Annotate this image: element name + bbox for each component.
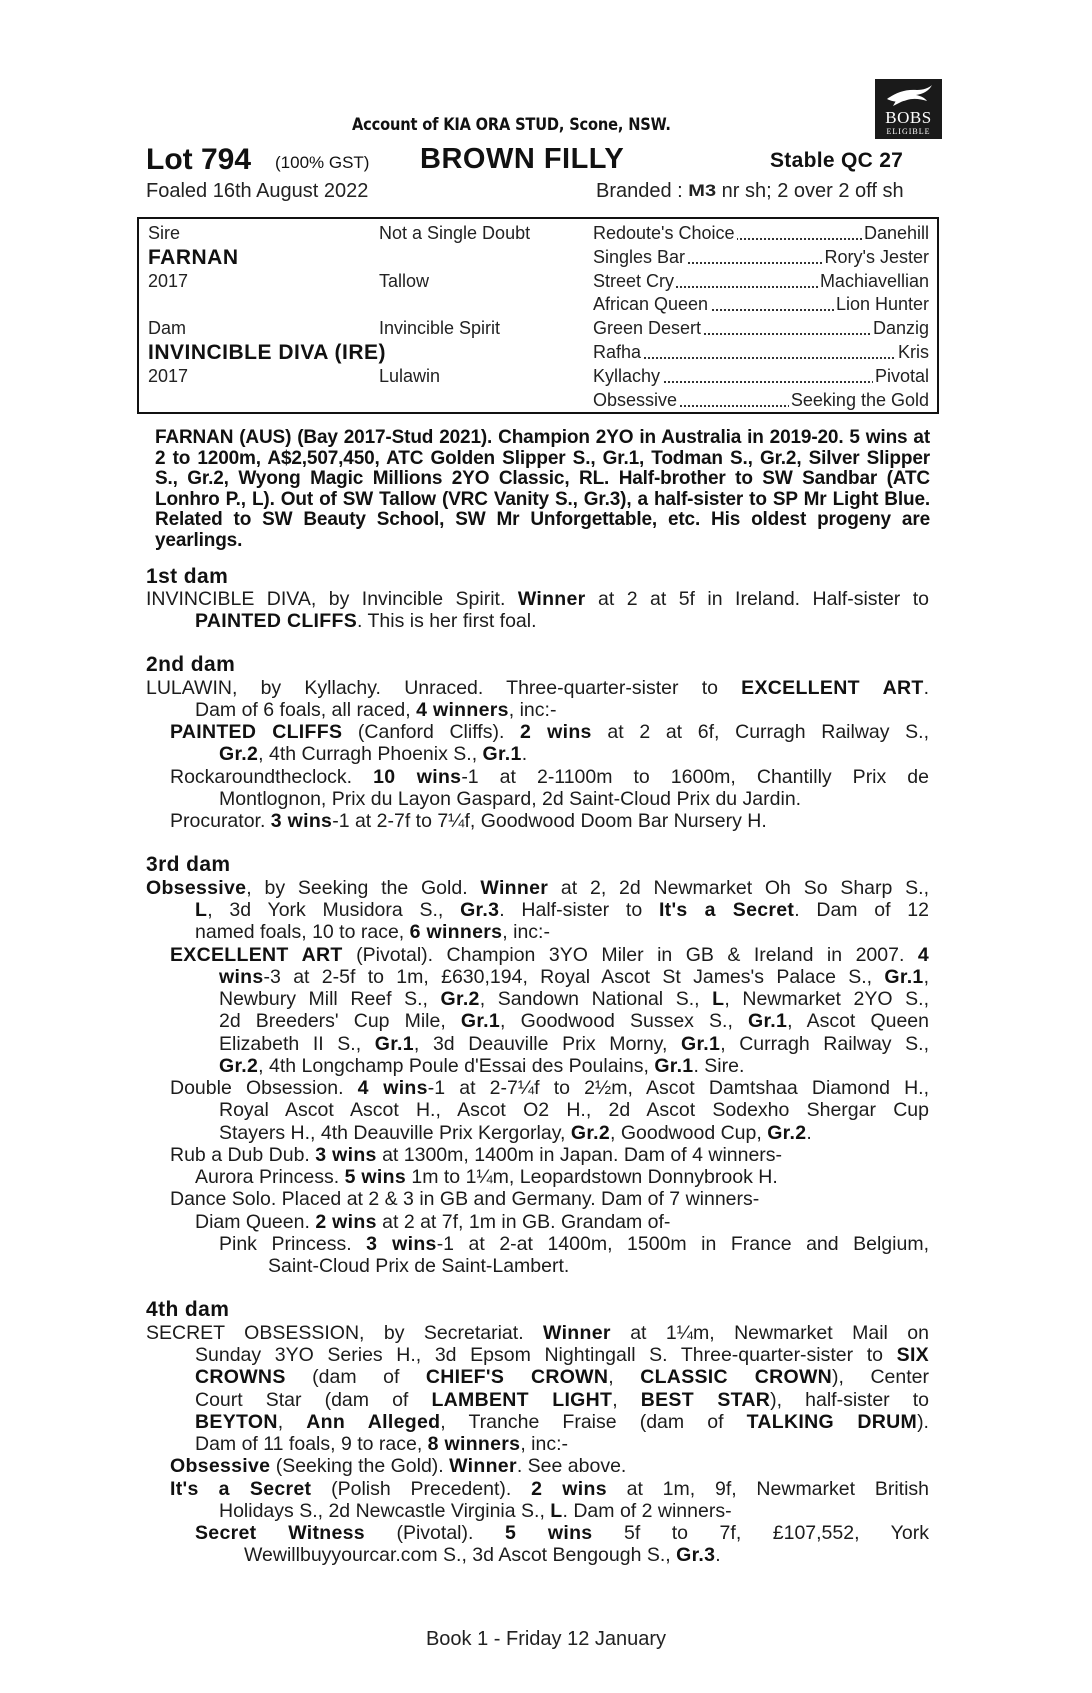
page-footer: Book 1 - Friday 12 January — [425, 1628, 667, 1650]
dam-name: INVINCIBLE DIVA (IRE) — [148, 341, 387, 364]
dam-line: BEYTON, Ann Alleged, Tranche Fraise (dam of TALKING DRUM). — [195, 1411, 929, 1433]
dam-line: PAINTED CLIFFS. This is her first foal. — [195, 610, 537, 632]
dam-line: LULAWIN, by Kyllachy. Unraced. Three-quarter-sister to EXCELLENT ART. — [146, 677, 929, 699]
dam-line: CROWNS (dam of CHIEF'S CROWN, CLASSIC CROWN), Center — [195, 1366, 930, 1388]
dam-year: 2017 — [148, 366, 189, 386]
brand-info — [596, 180, 904, 203]
dam-line: Diam Queen. 2 wins at 2 at 7f, 1m in GB. Grandam of- — [195, 1211, 671, 1233]
dam-line: Aurora Princess. 5 wins 1m to 1¼m, Leopardstown Donnybrook H. — [195, 1166, 778, 1188]
dam-label: Dam — [148, 318, 187, 338]
dam-line: Pink Princess. 3 wins-1 at 2-at 1400m, 1500m in France and Belgium, — [219, 1233, 929, 1255]
foaled-date: Foaled 16th August 2022 — [146, 180, 369, 202]
dam-line: Obsessive, by Seeking the Gold. Winner at 2, 2d Newmarket Oh So Sharp S., — [146, 877, 929, 899]
dam-line: Dance Solo. Placed at 2 & 3 in GB and Germany. Dam of 7 winners- — [170, 1188, 760, 1210]
dam-line: Sunday 3YO Series H., 3d Epsom Nightingall S. Three-quarter-sister to SIX — [195, 1344, 929, 1366]
dam-line: PAINTED CLIFFS (Canford Cliffs). 2 wins at 2 at 6f, Curragh Railway S., — [170, 721, 930, 743]
dam-line: 2d Breeders' Cup Mile, Gr.1, Goodwood Sussex S., Gr.1, Ascot Queen — [219, 1010, 930, 1032]
dam-line: Royal Ascot Ascot H., Ascot O2 H., 2d Ascot Sodexho Shergar Cup — [219, 1099, 929, 1121]
dam-line: Procurator. 3 wins-1 at 2-7f to 7¼f, Goodwood Doom Bar Nursery H. — [170, 810, 767, 832]
dam-line: Secret Witness (Pivotal). 5 wins 5f to 7f, £107,552, York — [195, 1522, 929, 1544]
logo-title: BOBS — [885, 108, 932, 127]
dam-line: Dam of 11 foals, 9 to race, 8 winners, inc:- — [195, 1433, 569, 1455]
brand-text: nr sh; 2 over 2 off sh — [721, 180, 904, 202]
vendor-account: Account of KIA ORA STUD, Scone, NSW. — [352, 115, 671, 135]
dam-line: It's a Secret (Polish Precedent). 2 wins at 1m, 9f, Newmarket British — [170, 1478, 929, 1500]
dam-line: Rub a Dub Dub. 3 wins at 1300m, 1400m in Japan. Dam of 4 winners- — [170, 1144, 783, 1166]
dam-line: INVINCIBLE DIVA, by Invincible Spirit. Winner at 2 at 5f in Ireland. Half-sister to — [146, 588, 930, 610]
stable-number: Stable QC 27 — [770, 149, 904, 172]
dam-line: Court Star (dam of LAMBENT LIGHT, BEST STAR), half-sister to — [195, 1389, 929, 1411]
pedigree-entry: Obsessive Seeking the Gold — [593, 390, 929, 410]
dam-sire: Invincible Spirit — [379, 318, 501, 338]
pedigree-entry: Street Cry Machiavellian — [593, 271, 929, 291]
pedigree-entry: Singles Bar Rory's Jester — [593, 247, 929, 267]
gst-note: (100% GST) — [275, 153, 370, 172]
logo-subtitle: ELIGIBLE — [886, 127, 931, 136]
second-dam-heading: 2nd dam — [146, 653, 236, 676]
brand-mark: M3 — [688, 181, 717, 201]
dam-line: Obsessive (Seeking the Gold). Winner. See above. — [170, 1455, 627, 1477]
pedigree-entry: Redoute's Choice Danehill — [593, 223, 929, 243]
pedigree-entry: Green Desert Danzig — [593, 318, 929, 338]
bobs-eligible-logo — [875, 79, 942, 139]
dam-line: L, 3d York Musidora S., Gr.3. Half-sister to It's a Secret. Dam of 12 — [195, 899, 929, 921]
dam-line: Stayers H., 4th Deauville Prix Kergorlay, Gr.2, Goodwood Cup, Gr.2. — [219, 1122, 812, 1144]
pedigree-entry: Kyllachy Pivotal — [593, 366, 929, 386]
dam-line: Dam of 6 foals, all raced, 4 winners, inc:- — [195, 699, 557, 721]
sire-label: Sire — [148, 223, 181, 243]
sire-name: FARNAN — [148, 246, 239, 269]
dam-line: Wewillbuyyourcar.com S., 3d Ascot Bengough S., Gr.3. — [244, 1544, 721, 1566]
first-dam-heading: 1st dam — [146, 565, 229, 588]
dam-line: Rockaroundtheclock. 10 wins-1 at 2-1100m to 1600m, Chantilly Prix de — [170, 766, 929, 788]
dam-line: Gr.2, 4th Longchamp Poule d'Essai des Poulains, Gr.1. Sire. — [219, 1055, 745, 1077]
branded-label: Branded : — [596, 180, 683, 202]
dam-line: named foals, 10 to race, 6 winners, inc:- — [195, 921, 550, 943]
fourth-dam-heading: 4th dam — [146, 1298, 230, 1321]
sire-year: 2017 — [148, 271, 189, 291]
dam-line: Elizabeth II S., Gr.1, 3d Deauville Prix Morny, Gr.1, Curragh Railway S., — [219, 1033, 930, 1055]
bird-icon — [883, 83, 934, 109]
dam-line: Double Obsession. 4 wins-1 at 2-7¼f to 2½m, Ascot Damtshaa Diamond H., — [170, 1077, 929, 1099]
lot-number: Lot 794 — [146, 143, 252, 176]
dam-dam: Lulawin — [379, 366, 441, 386]
dam-line: Newbury Mill Reef S., Gr.2, Sandown National S., L, Newmarket 2YO S., — [219, 988, 930, 1010]
sire-sire: Not a Single Doubt — [379, 223, 531, 243]
dam-line: SECRET OBSESSION, by Secretariat. Winner at 1¼m, Newmarket Mail on — [146, 1322, 929, 1344]
dam-line: Holidays S., 2d Newcastle Virginia S., L. Dam of 2 winners- — [219, 1500, 732, 1522]
third-dam-heading: 3rd dam — [146, 853, 231, 876]
dam-line: Gr.2, 4th Curragh Phoenix S., Gr.1. — [219, 743, 528, 765]
lot-description: BROWN FILLY — [420, 143, 625, 175]
dam-line: EXCELLENT ART (Pivotal). Champion 3YO Miler in GB & Ireland in 2007. 4 — [170, 944, 929, 966]
sire-summary: FARNAN (AUS) (Bay 2017-Stud 2021). Champion 2YO in Australia in 2019-20. 5 wins at 2 to 1200m, A$2,507,450, ATC Golden Slipper S., Gr.1, Todman S., Gr.2, Silver Slipper S., Gr.2, Wyong Magic Millions 2YO Classic, RL. Half-brother to SW Sandbar (ATC Lonhro P., L). Out of SW Tallow (VRC Vanity S., Gr.3), a half-sister to SP Mr Light Blue. Related to SW Beauty School, SW Mr Unforgettable, etc. His oldest progeny are yearlings. — [155, 427, 930, 551]
dam-line: wins-3 at 2-5f to 1m, £630,194, Royal Ascot St James's Palace S., Gr.1, — [219, 966, 929, 988]
pedigree-entry: African Queen Lion Hunter — [593, 294, 929, 314]
pedigree-table — [137, 217, 939, 414]
dam-line: Montlognon, Prix du Layon Gaspard, 2d Saint-Cloud Prix du Jardin. — [219, 788, 802, 810]
dam-line: Saint-Cloud Prix de Saint-Lambert. — [268, 1255, 570, 1277]
pedigree-entry: Rafha Kris — [593, 342, 929, 362]
sire-dam: Tallow — [379, 271, 430, 291]
